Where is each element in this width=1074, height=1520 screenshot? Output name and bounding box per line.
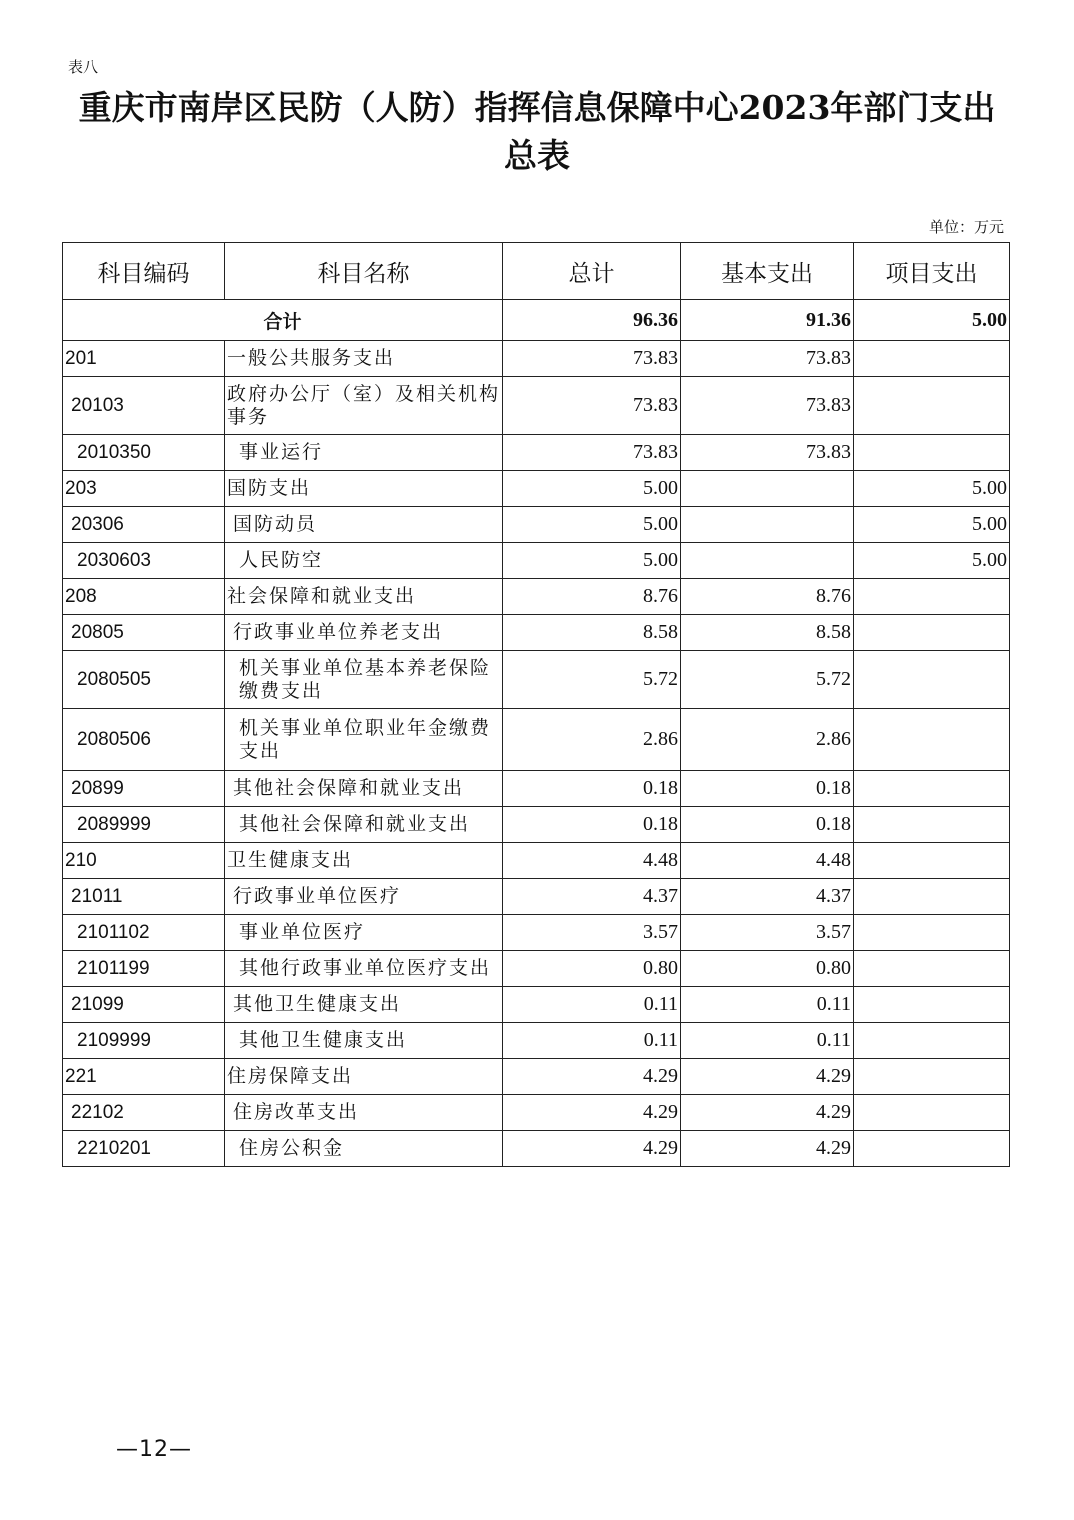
row-total: 2.86 [503, 709, 681, 771]
table-row [63, 843, 1010, 879]
page-title [40, 84, 1034, 180]
row-name: 人民防空 [225, 543, 503, 579]
header-row [63, 243, 1010, 300]
row-name: 其他社会保障和就业支出 [225, 771, 503, 807]
row-code: 2109999 [63, 1023, 225, 1059]
table-row [63, 341, 1010, 377]
row-project [854, 1023, 1010, 1059]
row-basic: 4.37 [681, 879, 854, 915]
row-basic [681, 507, 854, 543]
row-code: 2010350 [63, 435, 225, 471]
row-project [854, 807, 1010, 843]
header-basic: 基本支出 [681, 243, 854, 300]
row-project [854, 1131, 1010, 1167]
row-project [854, 651, 1010, 709]
row-code: 2101199 [63, 951, 225, 987]
row-total: 4.48 [503, 843, 681, 879]
page-number: —12— [116, 1437, 192, 1462]
row-code: 201 [63, 341, 225, 377]
row-code: 221 [63, 1059, 225, 1095]
table-row [63, 507, 1010, 543]
row-name: 其他卫生健康支出 [225, 1023, 503, 1059]
row-total: 4.29 [503, 1095, 681, 1131]
row-code: 2101102 [63, 915, 225, 951]
table-row [63, 879, 1010, 915]
table-row [63, 435, 1010, 471]
row-name: 其他行政事业单位医疗支出 [225, 951, 503, 987]
row-project [854, 951, 1010, 987]
title-line-1: 重庆市南岸区民防（人防）指挥信息保障中心2023年部门支出 [78, 88, 996, 127]
table-row [63, 615, 1010, 651]
table-row [63, 377, 1010, 435]
row-code: 20103 [63, 377, 225, 435]
row-project [854, 709, 1010, 771]
total-value: 96.36 [503, 300, 681, 341]
header-code: 科目编码 [63, 243, 225, 300]
row-project: 5.00 [854, 507, 1010, 543]
row-name: 行政事业单位养老支出 [225, 615, 503, 651]
row-project [854, 987, 1010, 1023]
table-row [63, 543, 1010, 579]
row-basic: 8.76 [681, 579, 854, 615]
row-project [854, 615, 1010, 651]
row-basic: 4.48 [681, 843, 854, 879]
row-total: 73.83 [503, 435, 681, 471]
row-project [854, 843, 1010, 879]
row-name: 事业运行 [225, 435, 503, 471]
row-basic [681, 543, 854, 579]
row-total: 5.00 [503, 471, 681, 507]
table-row [63, 1095, 1010, 1131]
row-total: 0.11 [503, 987, 681, 1023]
header-project: 项目支出 [854, 243, 1010, 300]
row-basic: 0.18 [681, 807, 854, 843]
row-name: 行政事业单位医疗 [225, 879, 503, 915]
row-project [854, 341, 1010, 377]
row-name: 住房公积金 [225, 1131, 503, 1167]
row-name: 其他卫生健康支出 [225, 987, 503, 1023]
table-number-label: 表八 [68, 58, 99, 76]
table-row [63, 771, 1010, 807]
row-basic: 5.72 [681, 651, 854, 709]
table-row [63, 1059, 1010, 1095]
row-project [854, 1059, 1010, 1095]
row-name: 政府办公厅（室）及相关机构事务 [225, 377, 503, 435]
row-basic: 73.83 [681, 341, 854, 377]
row-project: 5.00 [854, 543, 1010, 579]
row-basic: 3.57 [681, 915, 854, 951]
row-name: 一般公共服务支出 [225, 341, 503, 377]
row-code: 20805 [63, 615, 225, 651]
row-code: 2030603 [63, 543, 225, 579]
row-total: 4.37 [503, 879, 681, 915]
table-row [63, 471, 1010, 507]
row-code: 203 [63, 471, 225, 507]
row-project [854, 377, 1010, 435]
row-basic: 4.29 [681, 1095, 854, 1131]
row-total: 8.58 [503, 615, 681, 651]
row-project [854, 771, 1010, 807]
total-row [63, 300, 1010, 341]
row-code: 210 [63, 843, 225, 879]
total-basic-value: 91.36 [681, 300, 854, 341]
table-row [63, 987, 1010, 1023]
row-total: 73.83 [503, 377, 681, 435]
row-basic: 73.83 [681, 435, 854, 471]
row-name: 卫生健康支出 [225, 843, 503, 879]
total-project-value: 5.00 [854, 300, 1010, 341]
row-basic: 0.80 [681, 951, 854, 987]
table-row [63, 709, 1010, 771]
row-project [854, 579, 1010, 615]
row-project: 5.00 [854, 471, 1010, 507]
row-total: 4.29 [503, 1059, 681, 1095]
row-name: 机关事业单位基本养老保险缴费支出 [225, 651, 503, 709]
row-total: 4.29 [503, 1131, 681, 1167]
row-total: 8.76 [503, 579, 681, 615]
row-basic: 4.29 [681, 1131, 854, 1167]
row-total: 73.83 [503, 341, 681, 377]
row-code: 20306 [63, 507, 225, 543]
table-row [63, 951, 1010, 987]
row-total: 0.18 [503, 807, 681, 843]
row-project [854, 1095, 1010, 1131]
row-name: 社会保障和就业支出 [225, 579, 503, 615]
row-total: 5.00 [503, 507, 681, 543]
header-name: 科目名称 [225, 243, 503, 300]
row-name: 住房保障支出 [225, 1059, 503, 1095]
row-basic: 0.11 [681, 1023, 854, 1059]
table-row [63, 1023, 1010, 1059]
row-name: 机关事业单位职业年金缴费支出 [225, 709, 503, 771]
row-basic: 4.29 [681, 1059, 854, 1095]
row-name: 事业单位医疗 [225, 915, 503, 951]
row-basic: 73.83 [681, 377, 854, 435]
row-project [854, 435, 1010, 471]
table-row [63, 915, 1010, 951]
row-total: 0.18 [503, 771, 681, 807]
unit-label: 单位：万元 [928, 218, 1004, 236]
row-code: 208 [63, 579, 225, 615]
row-project [854, 879, 1010, 915]
header-total: 总计 [503, 243, 681, 300]
row-code: 21011 [63, 879, 225, 915]
table-row [63, 579, 1010, 615]
table-row [63, 1131, 1010, 1167]
row-basic: 2.86 [681, 709, 854, 771]
title-line-2: 总表 [504, 136, 570, 175]
row-total: 0.80 [503, 951, 681, 987]
row-name: 其他社会保障和就业支出 [225, 807, 503, 843]
row-code: 22102 [63, 1095, 225, 1131]
row-name: 住房改革支出 [225, 1095, 503, 1131]
expenditure-table [62, 242, 1010, 1167]
row-basic: 8.58 [681, 615, 854, 651]
total-label: 合计 [63, 300, 503, 341]
row-total: 5.00 [503, 543, 681, 579]
row-total: 0.11 [503, 1023, 681, 1059]
row-code: 2089999 [63, 807, 225, 843]
row-basic [681, 471, 854, 507]
row-name: 国防动员 [225, 507, 503, 543]
row-basic: 0.18 [681, 771, 854, 807]
table-row [63, 651, 1010, 709]
row-project [854, 915, 1010, 951]
row-total: 3.57 [503, 915, 681, 951]
row-code: 2210201 [63, 1131, 225, 1167]
row-total: 5.72 [503, 651, 681, 709]
row-basic: 0.11 [681, 987, 854, 1023]
row-code: 20899 [63, 771, 225, 807]
table-row [63, 807, 1010, 843]
row-code: 2080505 [63, 651, 225, 709]
row-code: 2080506 [63, 709, 225, 771]
row-code: 21099 [63, 987, 225, 1023]
row-name: 国防支出 [225, 471, 503, 507]
